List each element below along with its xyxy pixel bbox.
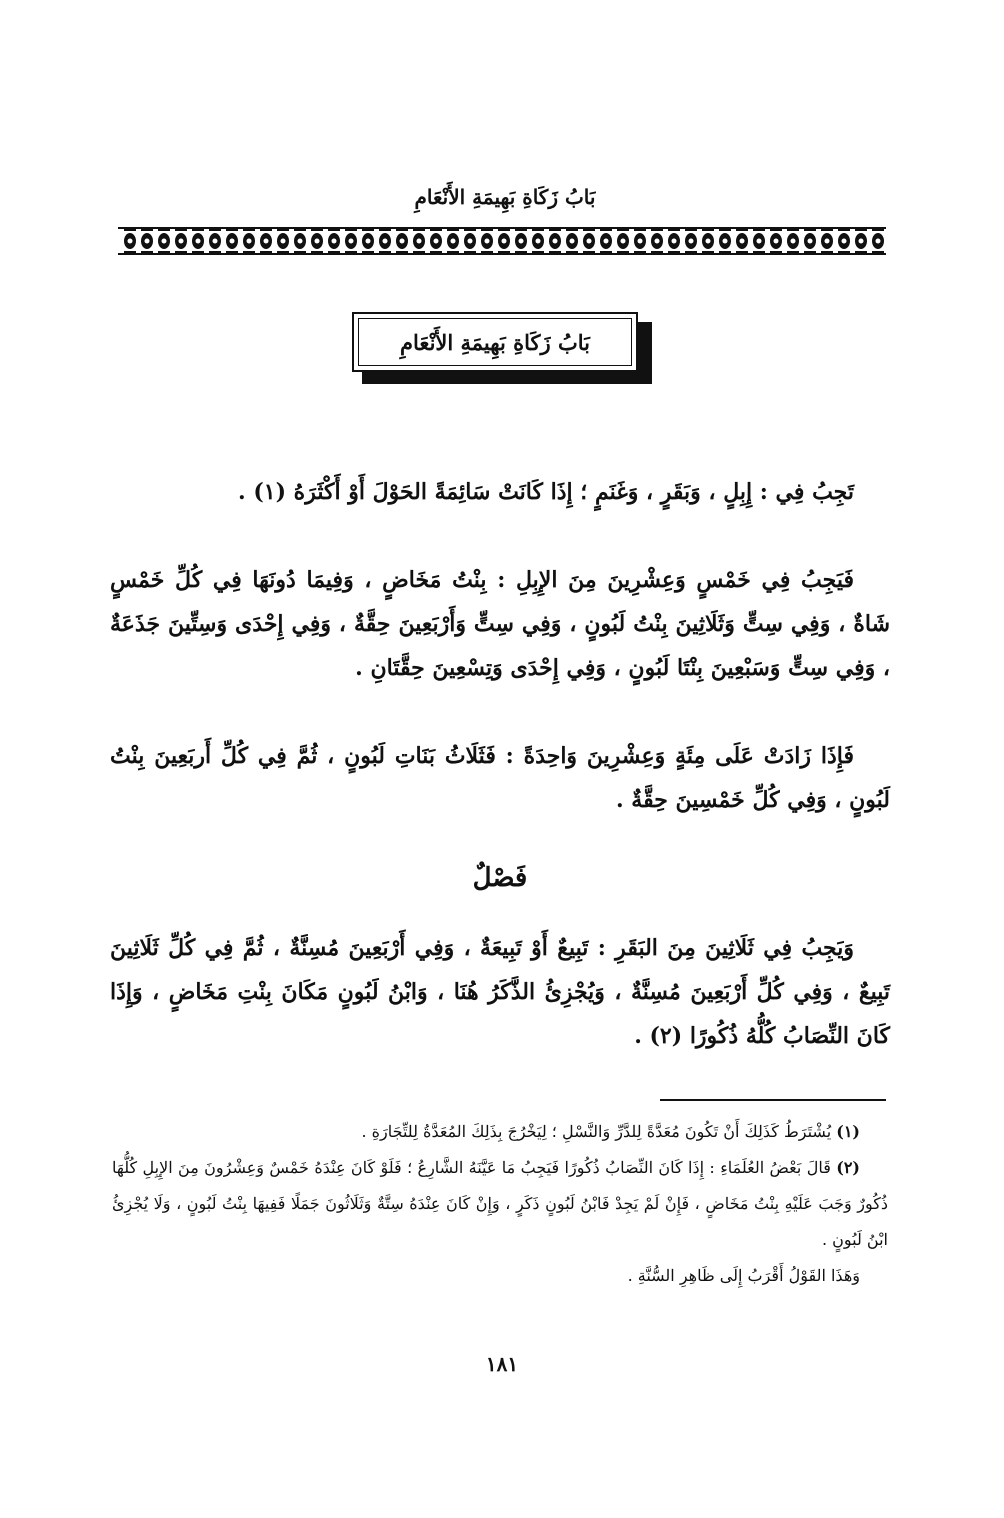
ornament-motif [243, 229, 255, 253]
ornament-motif [821, 229, 833, 253]
ornament-motif [447, 229, 459, 253]
ornament-motif [260, 229, 272, 253]
ornament-motif [770, 229, 782, 253]
ornament-motif [753, 229, 765, 253]
ornament-motif [838, 229, 850, 253]
ornament-motif [515, 229, 527, 253]
ornament-motif [413, 229, 425, 253]
ornament-motif [141, 229, 153, 253]
ornament-motif [685, 229, 697, 253]
footnote-1-number: (١) [836, 1122, 860, 1141]
ornament-motif [634, 229, 646, 253]
ornament-motif [328, 229, 340, 253]
chapter-title-box [352, 312, 652, 384]
ornament-motif [226, 229, 238, 253]
paragraph-1: تَجِبُ فِي : إِبِلٍ ، وَبَقَرٍ ، وَغَنَمٍ ؛ إِذَا كَانَتْ سَائِمَةً الحَوْلَ أَوْ أَكْثَرَهُ (١) . [238, 479, 854, 505]
ornament-motif [651, 229, 663, 253]
footnote-divider [660, 1099, 886, 1101]
ornament-motif [379, 229, 391, 253]
ornament-motif [481, 229, 493, 253]
section-heading: فَصْلٌ [472, 863, 528, 893]
ornament-motif [668, 229, 680, 253]
ornament-motif [566, 229, 578, 253]
ornament-motif [787, 229, 799, 253]
footnote-1 [112, 1114, 888, 1150]
ornament-motif [549, 229, 561, 253]
ornament-motif [124, 229, 136, 253]
ornament-motif [532, 229, 544, 253]
chapter-title: بَابُ زَكَاةِ بَهِيمَةِ الأَنْعَامِ [358, 318, 632, 366]
ornament-motif [158, 229, 170, 253]
ornament-motif [430, 229, 442, 253]
ornament-motif [736, 229, 748, 253]
ornament-motif [719, 229, 731, 253]
paragraph-2: فَيَجِبُ فِي خَمْسٍ وَعِشْرِينَ مِنَ الإِبِلِ : بِنْتُ مَخَاضٍ ، وَفِيمَا دُونَهَا فِي كُلِّ خَمْسٍ شَاةٌ ، وَفِي سِتٍّ وَثَلَاثِينَ بِنْتُ لَبُونٍ ، وَفِي سِتٍّ وَأَرْبَعِينَ حِقَّةٌ ، وَفِي إِحْدَى وَسِتِّينَ جَذَعَةٌ ، وَفِي سِتٍّ وَسَبْعِينَ بِنْتَا لَبُونٍ ، وَفِي إِحْدَى وَتِسْعِينَ حِقَّتَانِ . [110, 567, 890, 681]
footnote-2-text: قَالَ بَعْضُ العُلَمَاءِ : إِذَا كَانَ النِّصَابُ ذُكُورًا فَيَجِبُ مَا عَيَّنَهُ الشَّارِعُ ؛ فَلَوْ كَانَ عِنْدَهُ خَمْسٌ وَعِشْرُونَ مِنَ الإِبِلِ كُلُّهَا ذُكُورٌ وَجَبَ عَلَيْهِ بِنْتُ مَخَاضٍ ، فَإِنْ لَمْ يَجِدْ فَابْنُ لَبُونٍ ذَكَرٍ ، وَإِنْ كَانَ عِنْدَهُ سِتَّةٌ وَثَلَاثُونَ جَمَلًا فَفِيهَا بِنْتُ لَبُونٍ ، وَلَا يُجْزِئُ ابْنُ لَبُونٍ . [112, 1158, 888, 1249]
ornament-motif [702, 229, 714, 253]
page-number: ١٨١ [485, 1352, 519, 1376]
ornament-motif [175, 229, 187, 253]
ornament-motif [277, 229, 289, 253]
paragraph-4: وَيَجِبُ فِي ثَلَاثِينَ مِنَ البَقَرِ : تَبِيعٌ أَوْ تَبِيعَةٌ ، وَفِي أَرْبَعِينَ مُسِنَّةٌ ، ثُمَّ فِي كُلِّ ثَلَاثِينَ تَبِيعٌ ، وَفِي كُلِّ أَرْبَعِينَ مُسِنَّةٌ ، وَيُجْزِئُ الذَّكَرُ هُنَا ، وَابْنُ لَبُونٍ مَكَانَ بِنْتِ مَخَاضٍ ، وَإِذَا كَانَ النِّصَابُ كُلُّهُ ذُكُورًا (٢) . [110, 935, 890, 1049]
ornament-motif [872, 229, 884, 253]
footnotes [112, 1114, 888, 1294]
ornament-motif [311, 229, 323, 253]
ornament-motif [583, 229, 595, 253]
ornament-motif [396, 229, 408, 253]
footnote-2 [112, 1150, 888, 1258]
ornament-motif [855, 229, 867, 253]
ornament-motif [600, 229, 612, 253]
running-head: بَابُ زَكَاةِ بَهِيمَةِ الأَنْعَامِ [414, 185, 596, 209]
ornament-motif [192, 229, 204, 253]
ornament-motif [209, 229, 221, 253]
decorative-border-ornament [118, 226, 886, 256]
ornament-motif [345, 229, 357, 253]
footnote-2-number: (٢) [836, 1158, 860, 1177]
ornament-motif [498, 229, 510, 253]
ornament-motif [464, 229, 476, 253]
footnote-1-text: يُشْتَرَطُ كَذَلِكَ أَنْ تَكُونَ مُعَدَّةً لِلدَّرِّ وَالنَّسْلِ ؛ لِيَخْرُجَ بِذَلِكَ المُعَدَّةُ لِلتِّجَارَةِ . [361, 1122, 832, 1141]
ornament-motif [617, 229, 629, 253]
ornament-motif [362, 229, 374, 253]
paragraph-3: فَإِذَا زَادَتْ عَلَى مِئَةٍ وَعِشْرِينَ وَاحِدَةً : فَثَلَاثُ بَنَاتِ لَبُونٍ ، ثُمَّ فِي كُلِّ أَربَعِينَ بِنْتُ لَبُونٍ ، وَفِي كُلِّ خَمْسِينَ حِقَّةٌ . [110, 743, 890, 813]
ornament-motif [804, 229, 816, 253]
ornament-motif [294, 229, 306, 253]
footnote-2-closing: وَهَذَا القَوْلُ أَقْرَبُ إِلَى ظَاهِرِ السُّنَّةِ . [627, 1266, 860, 1285]
title-box-frame [352, 312, 638, 372]
